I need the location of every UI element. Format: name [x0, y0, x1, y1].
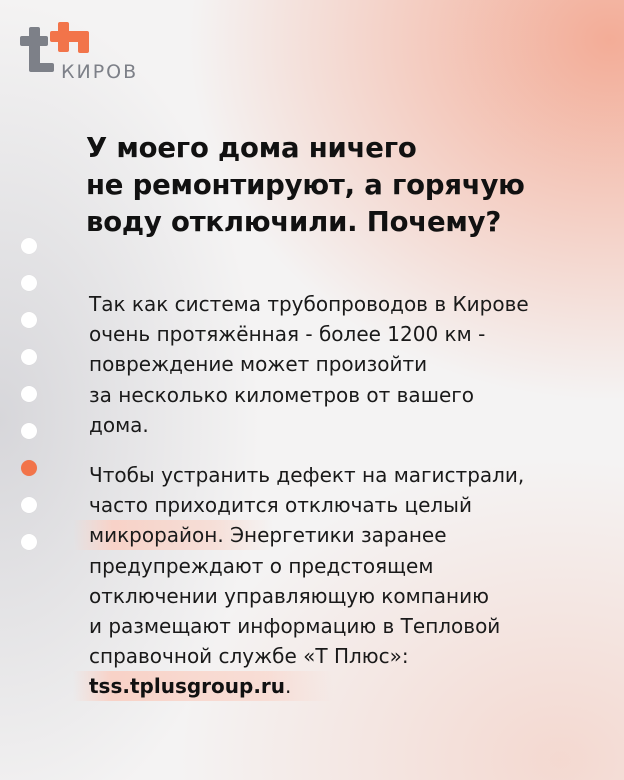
headline-line: У моего дома ничего — [86, 132, 417, 164]
paragraph-line: и размещают информацию в Тепловой — [89, 614, 501, 639]
paragraph-line: Чтобы устранить дефект на магистрали, — [89, 463, 525, 487]
paragraph-line: часто приходится отключать целый — [89, 493, 472, 518]
headline-line: воду отключили. Почему? — [86, 206, 502, 238]
logo-city-label: КИРОВ — [61, 61, 139, 83]
headline — [86, 130, 606, 241]
paragraph-line: очень протяжённая - более 1200 км - — [89, 322, 486, 347]
paragraph-line: повреждение может произойти — [89, 352, 428, 377]
paragraph-line: отключении управляющую компанию — [89, 583, 489, 608]
link-suffix: . — [285, 674, 292, 699]
pagination-dot[interactable] — [21, 386, 37, 402]
pagination-dot[interactable] — [21, 423, 37, 439]
paragraph-line: предупреждают о предстоящем — [89, 553, 434, 578]
tss-website-link[interactable]: tss.tplusgroup.ru — [89, 674, 286, 699]
pagination-dots — [21, 238, 37, 571]
paragraph-line: за несколько километров от вашего — [89, 382, 475, 407]
paragraph-line: справочной службе «Т Плюс»: — [89, 644, 409, 669]
pagination-dot[interactable] — [21, 349, 37, 365]
paragraph-district-shutdown — [89, 460, 609, 702]
pagination-dot-active[interactable] — [21, 460, 37, 476]
paragraph-line-highlighted: микрорайон. Энергетики заранее — [89, 520, 609, 550]
pagination-dot[interactable] — [21, 497, 37, 513]
paragraph-line: Так как система трубопроводов в Кирове — [89, 292, 529, 316]
link-line — [89, 671, 609, 701]
pagination-dot[interactable] — [21, 275, 37, 291]
headline-line: не ремонтируют, а горячую — [86, 169, 525, 201]
paragraph-line: дома. — [89, 412, 149, 437]
pagination-dot[interactable] — [21, 238, 37, 254]
pagination-dot[interactable] — [21, 534, 37, 550]
pagination-dot[interactable] — [21, 312, 37, 328]
paragraph-pipeline-length — [89, 289, 609, 440]
